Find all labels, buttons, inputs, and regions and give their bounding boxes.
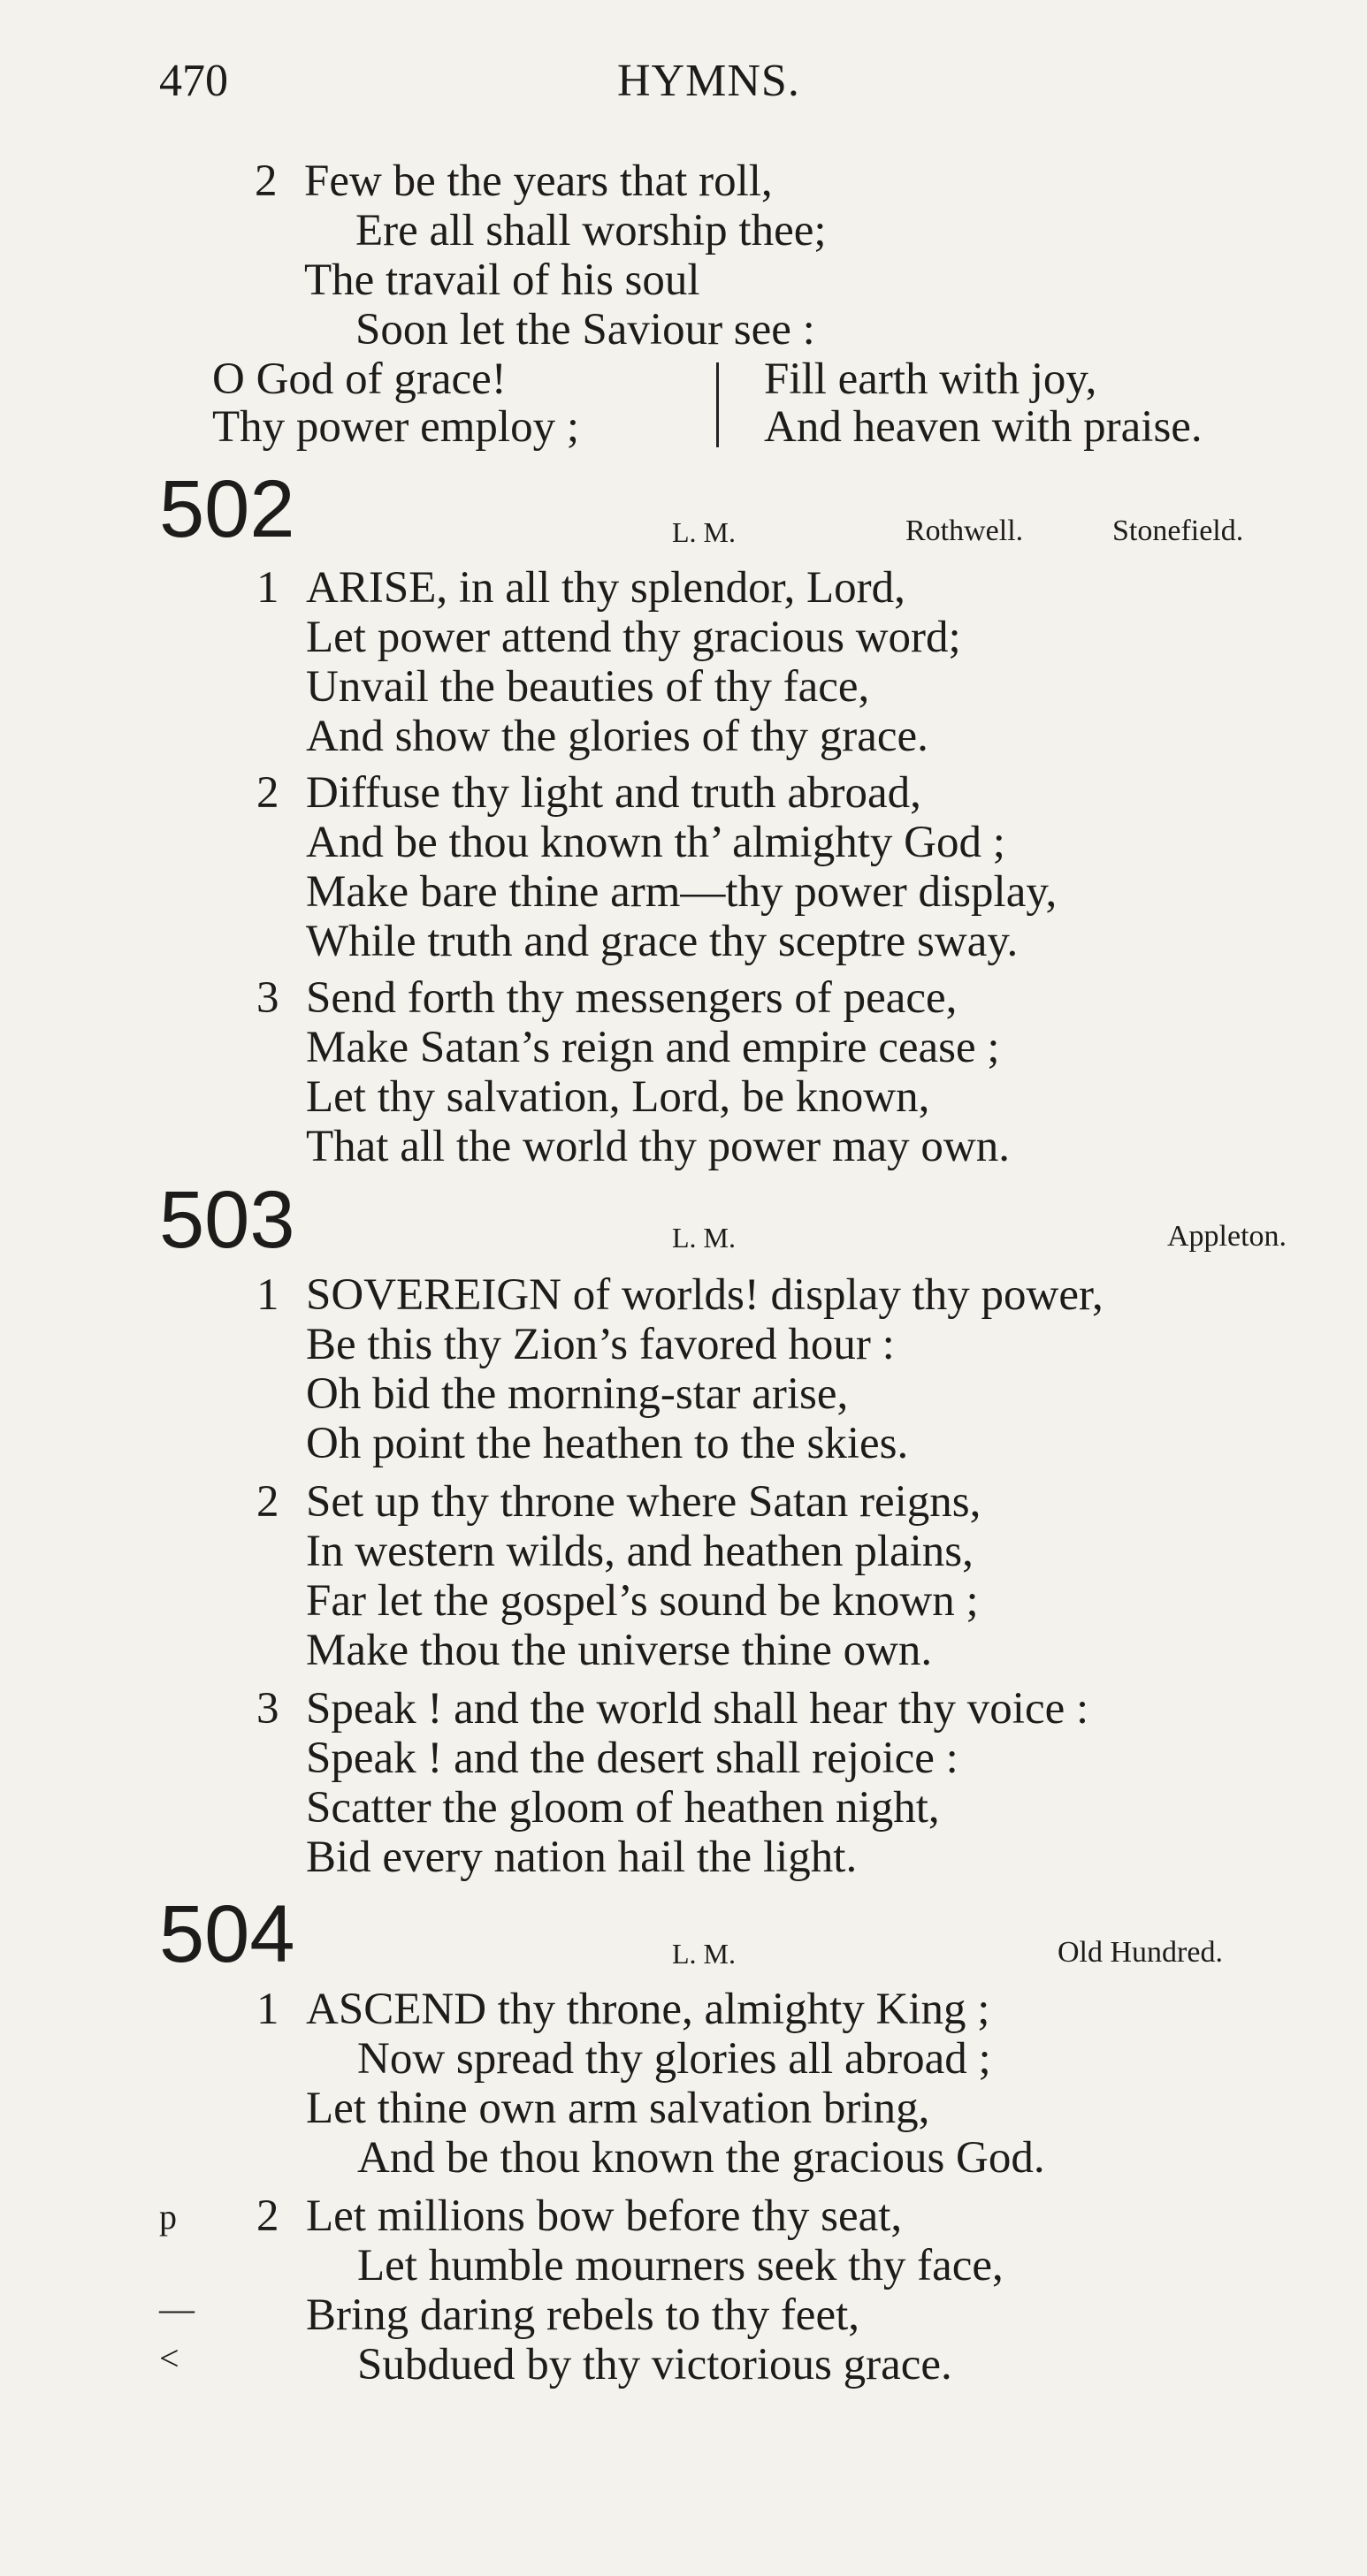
margin-mark-decrescendo: < xyxy=(159,2338,179,2378)
verse-line: Ere all shall worship thee; xyxy=(355,206,827,255)
verse-number: 1 xyxy=(256,1985,279,2034)
verse-line: That all the world thy power may own. xyxy=(306,1122,1010,1171)
tune-name: Rothwell. xyxy=(905,514,1024,547)
hymn-number: 504 xyxy=(159,1889,295,1979)
verse-line: Far let the gospel’s sound be known ; xyxy=(306,1576,979,1626)
verse-line: And be thou known th’ almighty God ; xyxy=(306,818,1005,867)
verse-line: Now spread thy glories all abroad ; xyxy=(357,2034,991,2084)
verse-line: Let power attend thy gracious word; xyxy=(306,613,961,662)
hymn-number: 502 xyxy=(159,464,295,554)
hymn-meter: L. M. xyxy=(672,516,736,548)
verse-line: ARISE, in all thy splendor, Lord, xyxy=(306,563,905,613)
verse-line: Bid every nation hail the light. xyxy=(306,1833,858,1882)
verse-line: Let thy salvation, Lord, be known, xyxy=(306,1072,930,1122)
verse-line: And show the glories of thy grace. xyxy=(306,712,928,761)
hymn-number: 503 xyxy=(159,1175,295,1265)
verse-line: Scatter the gloom of heathen night, xyxy=(306,1783,940,1833)
verse-number: 1 xyxy=(256,563,279,613)
right-column-line: Fill earth with joy, xyxy=(764,354,1097,404)
tune-name: Old Hundred. xyxy=(1058,1936,1223,1969)
verse-number: 2 xyxy=(256,768,279,818)
verse-line: Oh bid the morning-star arise, xyxy=(306,1369,849,1419)
hymn-meter: L. M. xyxy=(672,1222,736,1254)
hymn-meter: L. M. xyxy=(672,1938,736,1970)
verse-number: 2 xyxy=(256,2191,279,2241)
verse-line: Let thine own arm salvation bring, xyxy=(306,2084,930,2133)
verse-line: Speak ! and the world shall hear thy voice : xyxy=(306,1684,1089,1734)
verse-line: Speak ! and the desert shall rejoice : xyxy=(306,1734,958,1783)
verse-line: Be this thy Zion’s favored hour : xyxy=(306,1320,895,1369)
verse-line: Let humble mourners seek thy face, xyxy=(357,2241,1004,2290)
verse-line: Set up thy throne where Satan reigns, xyxy=(306,1477,981,1527)
verse-number: 3 xyxy=(256,1684,279,1734)
left-column-line: O God of grace! xyxy=(212,354,507,404)
tune-name: Appleton. xyxy=(1167,1220,1287,1253)
verse-line: In western wilds, and heathen plains, xyxy=(306,1527,974,1576)
verse-line: While truth and grace thy sceptre sway. xyxy=(306,917,1019,966)
verse-line: The travail of his soul xyxy=(304,255,700,305)
verse-line: Unvail the beauties of thy face, xyxy=(306,662,870,712)
verse-line: Let millions bow before thy seat, xyxy=(306,2191,903,2241)
verse-line: Subdued by thy victorious grace. xyxy=(357,2340,952,2389)
verse-number: 2 xyxy=(256,1477,279,1527)
left-column-line: Thy power employ ; xyxy=(212,402,579,452)
verse-number: 2 xyxy=(255,156,278,206)
verse-line: Diffuse thy light and truth abroad, xyxy=(306,768,921,818)
verse-line: Make bare thine arm—thy power display, xyxy=(306,867,1058,917)
verse-line: Make thou the universe thine own. xyxy=(306,1626,933,1675)
verse-number: 3 xyxy=(256,973,279,1023)
verse-line: Send forth thy messengers of peace, xyxy=(306,973,958,1023)
verse-line: And be thou known the gracious God. xyxy=(357,2133,1045,2183)
verse-line: Make Satan’s reign and empire cease ; xyxy=(306,1023,1000,1072)
verse-line: Soon let the Saviour see : xyxy=(355,305,815,354)
margin-mark-piano: p xyxy=(159,2197,177,2237)
verse-line: SOVEREIGN of worlds! display thy power, xyxy=(306,1270,1104,1320)
verse-line: ASCEND thy throne, almighty King ; xyxy=(306,1985,990,2034)
tune-name: Stonefield. xyxy=(1112,514,1244,547)
verse-line: Bring daring rebels to thy feet, xyxy=(306,2290,859,2340)
margin-mark-dash: — xyxy=(159,2289,195,2328)
verse-line: Few be the years that roll, xyxy=(304,156,773,206)
running-title: HYMNS. xyxy=(617,56,800,106)
verse-number: 1 xyxy=(256,1270,279,1320)
verse-line: Oh point the heathen to the skies. xyxy=(306,1419,909,1468)
right-column-line: And heaven with praise. xyxy=(764,402,1203,452)
column-divider xyxy=(716,362,719,447)
page-number: 470 xyxy=(159,56,228,106)
